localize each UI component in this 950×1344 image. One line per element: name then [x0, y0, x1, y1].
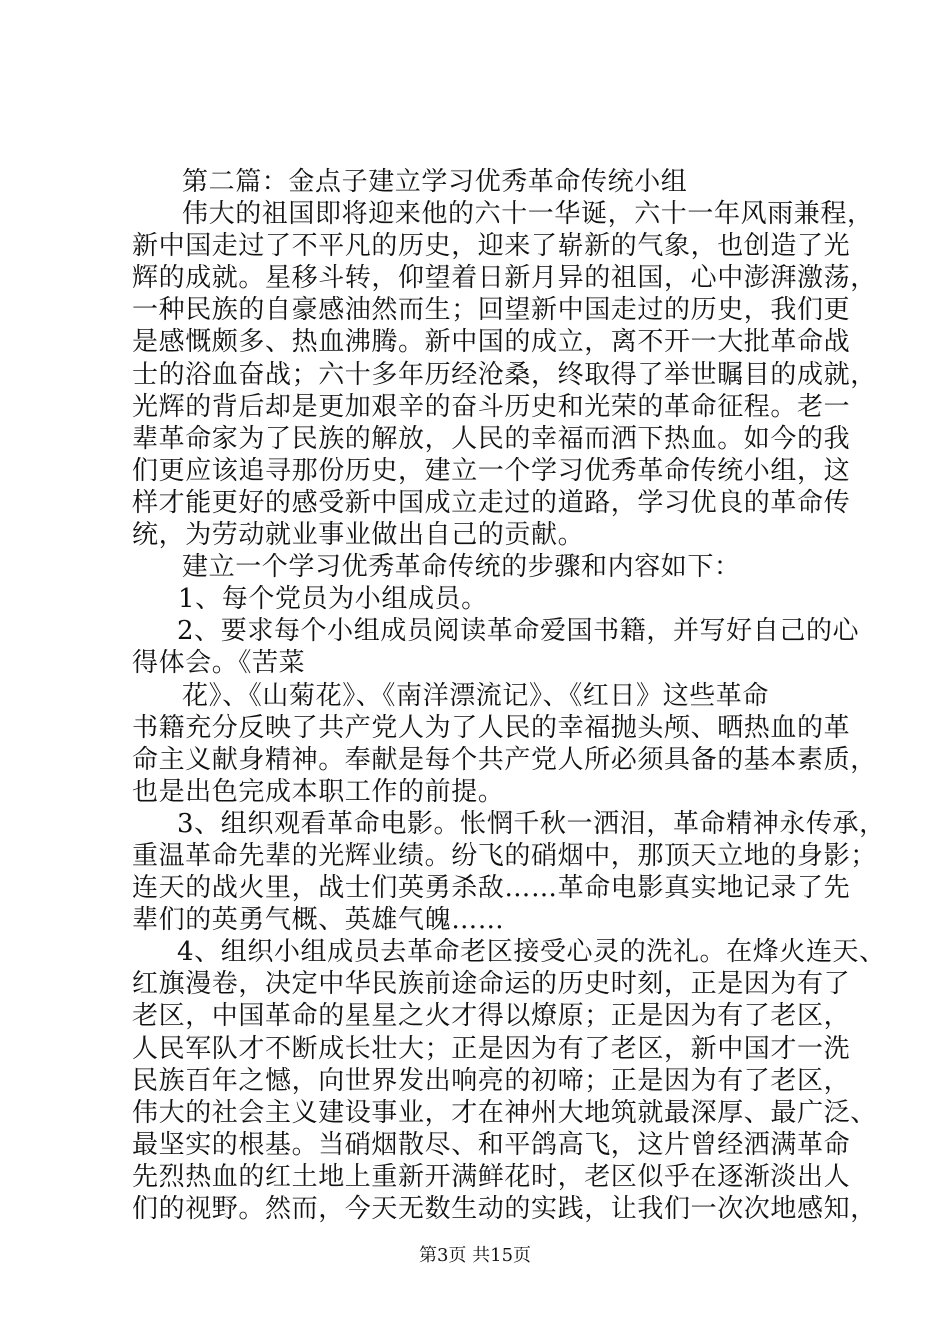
- paragraph-line: 光辉的背后却是更加艰辛的奋斗历史和光荣的革命征程。老一: [132, 392, 851, 422]
- paragraph-line: 们更应该追寻那份历史，建立一个学习优秀革命传统小组，这: [132, 456, 851, 486]
- paragraph-line: 统，为劳动就业事业做出自己的贡献。: [132, 520, 585, 550]
- paragraph-line: 也是出色完成本职工作的前提。: [132, 777, 505, 807]
- list-item: 3、组织观看革命电影。怅惘千秋一洒泪，革命精神永传承，: [177, 809, 886, 839]
- paragraph-line: 先烈热血的红土地上重新开满鲜花时，老区似乎在逐渐淡出人: [132, 1162, 851, 1192]
- paragraph-line: 士的浴血奋战；六十多年历经沧桑，终取得了举世瞩目的成就，: [132, 360, 877, 390]
- paragraph-line: 人民军队才不断成长壮大；正是因为有了老区，新中国才一洗: [132, 1034, 851, 1064]
- paragraph-line: 样才能更好的感受新中国成立走过的道路，学习优良的革命传: [132, 488, 851, 518]
- paragraph-line: 一种民族的自豪感油然而生；回望新中国走过的历史，我们更: [132, 295, 851, 325]
- paragraph-line: 们的视野。然而，今天无数生动的实践，让我们一次次地感知，: [132, 1194, 877, 1224]
- paragraph-line: 建立一个学习优秀革命传统的步骤和内容如下：: [182, 552, 741, 582]
- paragraph-line: 是感慨颇多、热血沸腾。新中国的成立，离不开一大批革命战: [132, 327, 851, 357]
- paragraph-line: 辉的成就。星移斗转，仰望着日新月异的祖国，心中澎湃激荡，: [132, 263, 877, 293]
- page-number-footer: 第3页 共15页: [418, 1245, 532, 1266]
- paragraph-line: 伟大的社会主义建设事业，才在神州大地筑就最深厚、最广泛、: [132, 1098, 877, 1128]
- paragraph-line: 辈们的英勇气概、英雄气魄……: [132, 905, 505, 935]
- section-title: 第二篇：金点子建立学习优秀革命传统小组: [182, 167, 688, 197]
- paragraph-line: 新中国走过了不平凡的历史，迎来了崭新的气象，也创造了光: [132, 231, 851, 261]
- paragraph-line: 伟大的祖国即将迎来他的六十一华诞，六十一年风雨兼程，: [182, 199, 874, 229]
- list-item: 2、要求每个小组成员阅读革命爱国书籍，并写好自己的心: [177, 616, 860, 646]
- paragraph-line: 民族百年之憾，向世界发出响亮的初啼；正是因为有了老区，: [132, 1066, 851, 1096]
- paragraph-line: 书籍充分反映了共产党人为了人民的幸福抛头颅、晒热血的革: [132, 713, 851, 743]
- paragraph-line: 连天的战火里，战士们英勇杀敌……革命电影真实地记录了先: [132, 873, 851, 903]
- list-item: 4、组织小组成员去革命老区接受心灵的洗礼。在烽火连天、: [177, 937, 886, 967]
- paragraph-line: 得体会。《苦菜: [132, 648, 306, 678]
- paragraph-line: 最坚实的根基。当硝烟散尽、和平鸽高飞，这片曾经洒满革命: [132, 1130, 851, 1160]
- paragraph-line: 花》、《山菊花》、《南洋漂流记》、《红日》这些革命: [182, 681, 770, 711]
- paragraph-line: 重温革命先辈的光辉业绩。纷飞的硝烟中，那顶天立地的身影；: [132, 841, 877, 871]
- list-item: 1、每个党员为小组成员。: [178, 584, 488, 614]
- paragraph-line: 命主义献身精神。奉献是每个共产党人所必须具备的基本素质，: [132, 745, 877, 775]
- paragraph-line: 辈革命家为了民族的解放，人民的幸福而洒下热血。如今的我: [132, 424, 851, 454]
- paragraph-line: 红旗漫卷，决定中华民族前途命运的历史时刻，正是因为有了: [132, 969, 851, 999]
- paragraph-line: 老区，中国革命的星星之火才得以燎原；正是因为有了老区，: [132, 1001, 851, 1031]
